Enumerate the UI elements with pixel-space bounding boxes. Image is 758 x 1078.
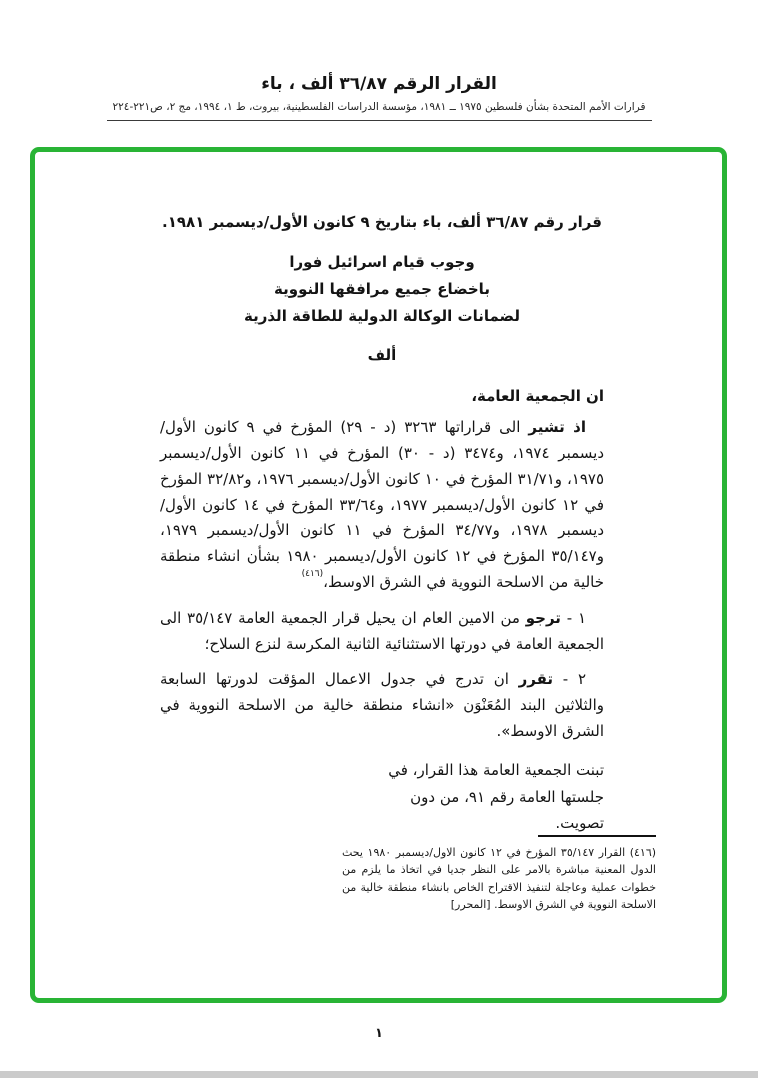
scan-edge-artifact	[0, 1071, 758, 1078]
footnote-text	[342, 844, 656, 914]
footnote-ref: (٤١٦)	[301, 569, 324, 580]
operative-text-2: ان تدرج في جدول الاعمال المؤقت لدورتها السابعة والثلاثين البند المُعَنْوَن «انشاء منطقة خالية من الاسلحة النووية في الشرق الاوسط».	[160, 670, 604, 741]
footnote-block	[342, 835, 656, 914]
page-number: ١	[375, 1026, 383, 1041]
footnote-divider	[538, 835, 656, 837]
document-frame	[30, 147, 727, 1003]
subtitle-line-3: لضمانات الوكالة الدولية للطاقة الذرية	[244, 307, 520, 326]
paragraph-number-1: ١ -	[560, 608, 587, 627]
preamble-paragraph	[160, 415, 604, 596]
page-header	[0, 0, 758, 121]
resolution-body	[35, 152, 722, 837]
subtitle-line-1: وجوب قيام اسرائيل فورا	[289, 252, 475, 271]
preamble-text: الى قراراتها ٣٢٦٣ (د - ٢٩) المؤرخ في ٩ كانون الأول/ديسمبر ١٩٧٤، و٣٤٧٤ (د - ٣٠) المؤرخ في ١١ كانون الأول/ديسمبر ١٩٧٥، و٣١/٧١ المؤرخ في ١٠ كانون الأول/ديسمبر ١٩٧٦، و٣٢/٨٢ المؤرخ في ١٢ كانون الأول/ديسمبر ١٩٧٧، و٣٣/٦٤ المؤرخ في ١٤ كانون الأول/ديسمبر ١٩٧٨، و٣٤/٧٧ المؤرخ في ١١ كانون الأول/ديسمبر ١٩٧٩، و٣٥/١٤٧ المؤرخ في ١٢ كانون الأول/ديسمبر ١٩٨٠ بشأن انشاء منطقة خالية من الاسلحة النووية في الشرق الاوسط،	[160, 418, 605, 592]
footnote-body: القرار ٣٥/١٤٧ المؤرخ في ١٢ كانون الاول/ديسمبر ١٩٨٠ يحث الدول المعنية مباشرة بالامر على النظر جديا في اتخاذ ما يلزم من خطوات عملية وعاجلة لتنفيذ الاقتراح الخاص بانشاء منطقة خالية من الاسلحة النووية في الشرق الاوسط. [المحرر]	[342, 845, 656, 912]
operative-paragraph-1	[160, 606, 604, 658]
citation-underline	[107, 101, 652, 121]
opening-line: ان الجمعية العامة،	[471, 387, 604, 406]
preamble-lead: اذ تشير	[528, 418, 586, 437]
adoption-note: تبنت الجمعية العامة هذا القرار، في جلستها العامة رقم ٩١، من دون تصويت.	[388, 760, 604, 833]
resolution-title: قرار رقم ٣٦/٨٧ ألف، باء بتاريخ ٩ كانون الأول/ديسمبر ١٩٨١.	[162, 213, 602, 231]
operative-text-1: من الامين العام ان يحيل قرار الجمعية العامة ٣٥/١٤٧ الى الجمعية العامة في دورتها الاستثنائية الثانية المكرسة لنزع السلاح؛	[160, 608, 604, 653]
resolution-subtitle	[160, 249, 604, 331]
operative-lead-2: تقرر	[518, 670, 554, 689]
section-label-alif: ألف	[367, 345, 397, 364]
header-title: القرار الرقم ٣٦/٨٧ ألف ، باء	[261, 74, 497, 94]
operative-paragraph-2	[160, 667, 604, 744]
paragraph-number-2: ٢ -	[553, 670, 586, 689]
citation-text: قرارات الأمم المتحدة بشأن فلسطين ١٩٧٥ ــ ١٩٨١، مؤسسة الدراسات الفلسطينية، بيروت، ط ١، ١٩٩٤، مج ٢، ص٢٢١-٢٢٤	[112, 101, 646, 113]
footnote-marker: (٤١٦)	[629, 845, 657, 859]
subtitle-line-2: باخضاع جميع مرافقها النووية	[274, 280, 490, 299]
operative-lead-1: ترجو	[525, 608, 561, 627]
